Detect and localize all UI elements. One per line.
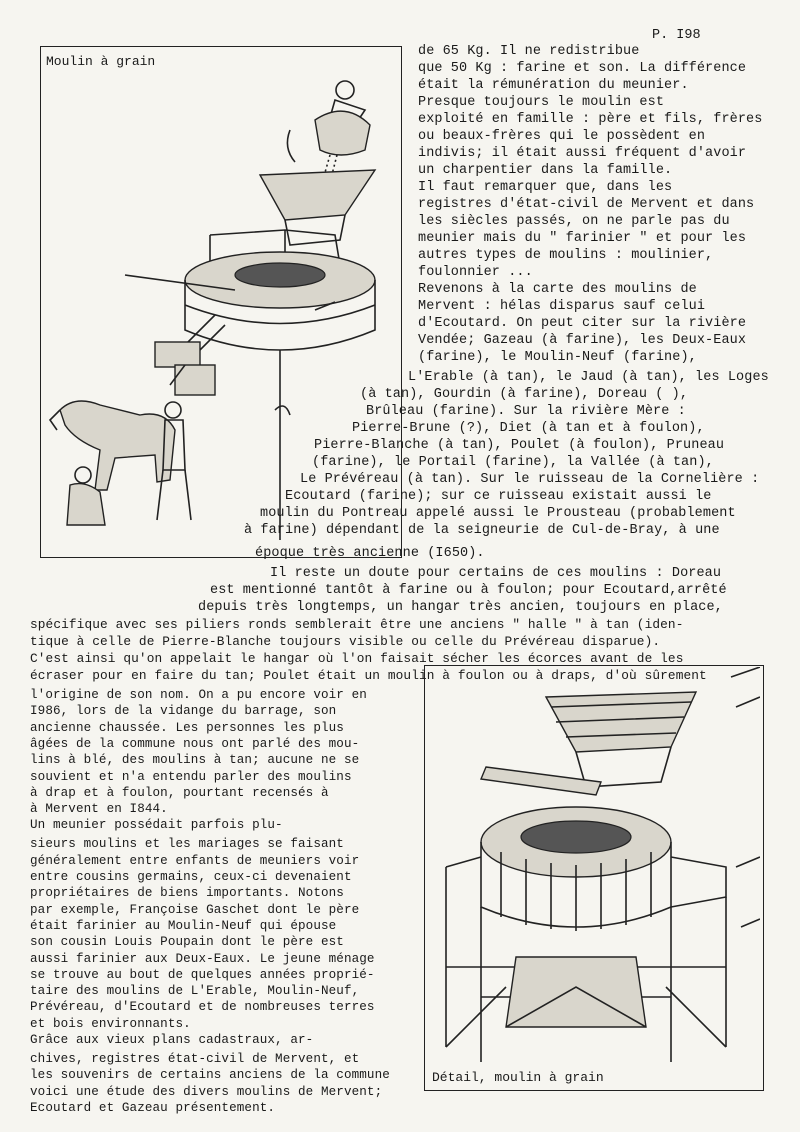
- text-line: d'Ecoutard. On peut citer sur la rivière: [418, 316, 747, 331]
- text-line: à drap et à foulon, pourtant recensés à: [30, 785, 329, 800]
- text-line: Le Prévéreau (à tan). Sur le ruisseau de la Cornelière :: [300, 472, 760, 487]
- text-line: registres d'état-civil de Mervent et dans: [418, 197, 755, 212]
- text-line: de 65 Kg. Il ne redistribue: [418, 44, 640, 59]
- text-line: était farinier au Moulin-Neuf qui épouse: [30, 918, 337, 933]
- text-line: était la rémunération du meunier.: [418, 78, 689, 93]
- text-line: lins à blé, des moulins à tan; aucune ne se: [30, 753, 360, 768]
- text-line: (farine), le Moulin-Neuf (farine),: [418, 350, 697, 365]
- text-line: écraser pour en faire du tan; Poulet était un moulin à foulon ou à draps, d'où sûrement: [30, 668, 707, 683]
- text-line: Ecoutard (farine); sur ce ruisseau existait aussi le: [285, 489, 712, 504]
- text-line: entre cousins germains, ceux-ci devenaient: [30, 870, 352, 884]
- text-line: indivis; il était aussi fréquent d'avoir: [418, 146, 747, 161]
- text-line: et bois environnants.: [30, 1016, 191, 1031]
- text-line: est mentionné tantôt à farine ou à foulon; pour Ecoutard,arrêté: [210, 583, 727, 598]
- text-line: aussi farinier aux Deux-Eaux. Le jeune ménage: [30, 951, 375, 966]
- text-line: Brûleau (farine). Sur la rivière Mère :: [366, 404, 686, 419]
- text-line: depuis très longtemps, un hangar très ancien, toujours en place,: [198, 600, 723, 615]
- text-line: sieurs moulins et les mariages se faisant: [30, 837, 344, 852]
- text-line: moulin du Pontreau appelé aussi le Prousteau (probablement: [260, 506, 736, 521]
- text-line: ancienne chaussée. Les personnes les plus: [30, 720, 344, 735]
- text-line: (à tan), Gourdin (à farine), Doreau ( ),: [360, 387, 689, 402]
- text-line: Revenons à la carte des moulins de: [418, 282, 697, 297]
- text-line: se trouve au bout de quelques années proprié-: [30, 967, 375, 982]
- text-line: généralement entre enfants de meuniers voir: [30, 853, 360, 868]
- text-line: que 50 Kg : farine et son. La différence: [418, 61, 747, 76]
- text-line: foulonnier ...: [418, 265, 533, 280]
- text-line: Vendée; Gazeau (à farine), les Deux-Eaux: [418, 333, 747, 348]
- text-line: Prévéreau, d'Ecoutard et de nombreuses terres: [30, 1000, 375, 1015]
- text-line: à Mervent en I844.: [30, 802, 168, 817]
- text-line: Ecoutard et Gazeau présentement.: [30, 1100, 276, 1115]
- text-line: tique à celle de Pierre-Blanche toujours visible ou celle du Prévéreau disparue).: [30, 634, 661, 649]
- text-line: Pierre-Brune (?), Diet (à tan et à foulon),: [352, 421, 705, 436]
- text-line: Il reste un doute pour certains de ces moulins : Doreau: [270, 566, 722, 581]
- text-line: Il faut remarquer que, dans les: [418, 180, 673, 195]
- text-line: âgées de la commune nous ont parlé des mou-: [30, 736, 360, 751]
- text-line: autres types de moulins : moulinier,: [418, 248, 714, 263]
- text-line: (farine), le Portail (farine), la Vallée (à tan),: [312, 455, 714, 470]
- text-line: C'est ainsi qu'on appelait le hangar où l'on faisait sécher les écorces avant de les: [30, 651, 684, 666]
- text-line: les siècles passés, on ne parle pas du: [418, 214, 730, 229]
- text-line: I986, lors de la vidange du barrage, son: [30, 704, 337, 719]
- text-line: L'Erable (à tan), le Jaud (à tan), les Loges: [408, 370, 769, 385]
- text-line: Un meunier possédait parfois plu-: [30, 818, 283, 833]
- text-line: un charpentier dans la famille.: [418, 163, 673, 178]
- text-line: l'origine de son nom. On a pu encore voir en: [30, 688, 367, 702]
- text-line: taire des moulins de L'Erable, Moulin-Neuf,: [30, 984, 360, 999]
- text-line: ou beaux-frères qui le possèdent en: [418, 129, 706, 144]
- text-line: Mervent : hélas disparus sauf celui: [418, 299, 706, 314]
- page-number: P. I98: [652, 28, 701, 43]
- text-line: spécifique avec ses piliers ronds semblerait être une anciens " halle " à tan (iden-: [30, 617, 684, 632]
- mill-detail-drawing: [426, 667, 760, 1067]
- text-line: meunier mais du " farinier " et pour les: [418, 231, 747, 246]
- text-line: son cousin Louis Poupain dont le père est: [30, 935, 344, 950]
- text-line: Grâce aux vieux plans cadastraux, ar-: [30, 1033, 314, 1047]
- text-line: Presque toujours le moulin est: [418, 95, 665, 110]
- text-line: époque très ancienne (I650).: [255, 546, 485, 561]
- figure-mill-detail-caption: Détail, moulin à grain: [432, 1070, 604, 1085]
- text-line: les souvenirs de certains anciens de la commune: [30, 1068, 390, 1083]
- figure-grain-mill-caption: Moulin à grain: [46, 54, 156, 69]
- text-line: Pierre-Blanche (à tan), Poulet (à foulon), Pruneau: [314, 438, 725, 453]
- text-line: voici une étude des divers moulins de Mervent;: [30, 1084, 383, 1099]
- text-line: propriétaires de biens importants. Notons: [30, 886, 344, 901]
- text-line: par exemple, Françoise Gaschet dont le père: [30, 902, 360, 917]
- text-line: chives, registres état-civil de Mervent, et: [30, 1052, 360, 1066]
- text-line: souvient et n'a entendu parler des moulins: [30, 769, 352, 784]
- text-line: à farine) dépendant de la seigneurie de Cul-de-Bray, à une: [244, 523, 720, 538]
- text-line: exploité en famille : père et fils, frères: [418, 112, 763, 127]
